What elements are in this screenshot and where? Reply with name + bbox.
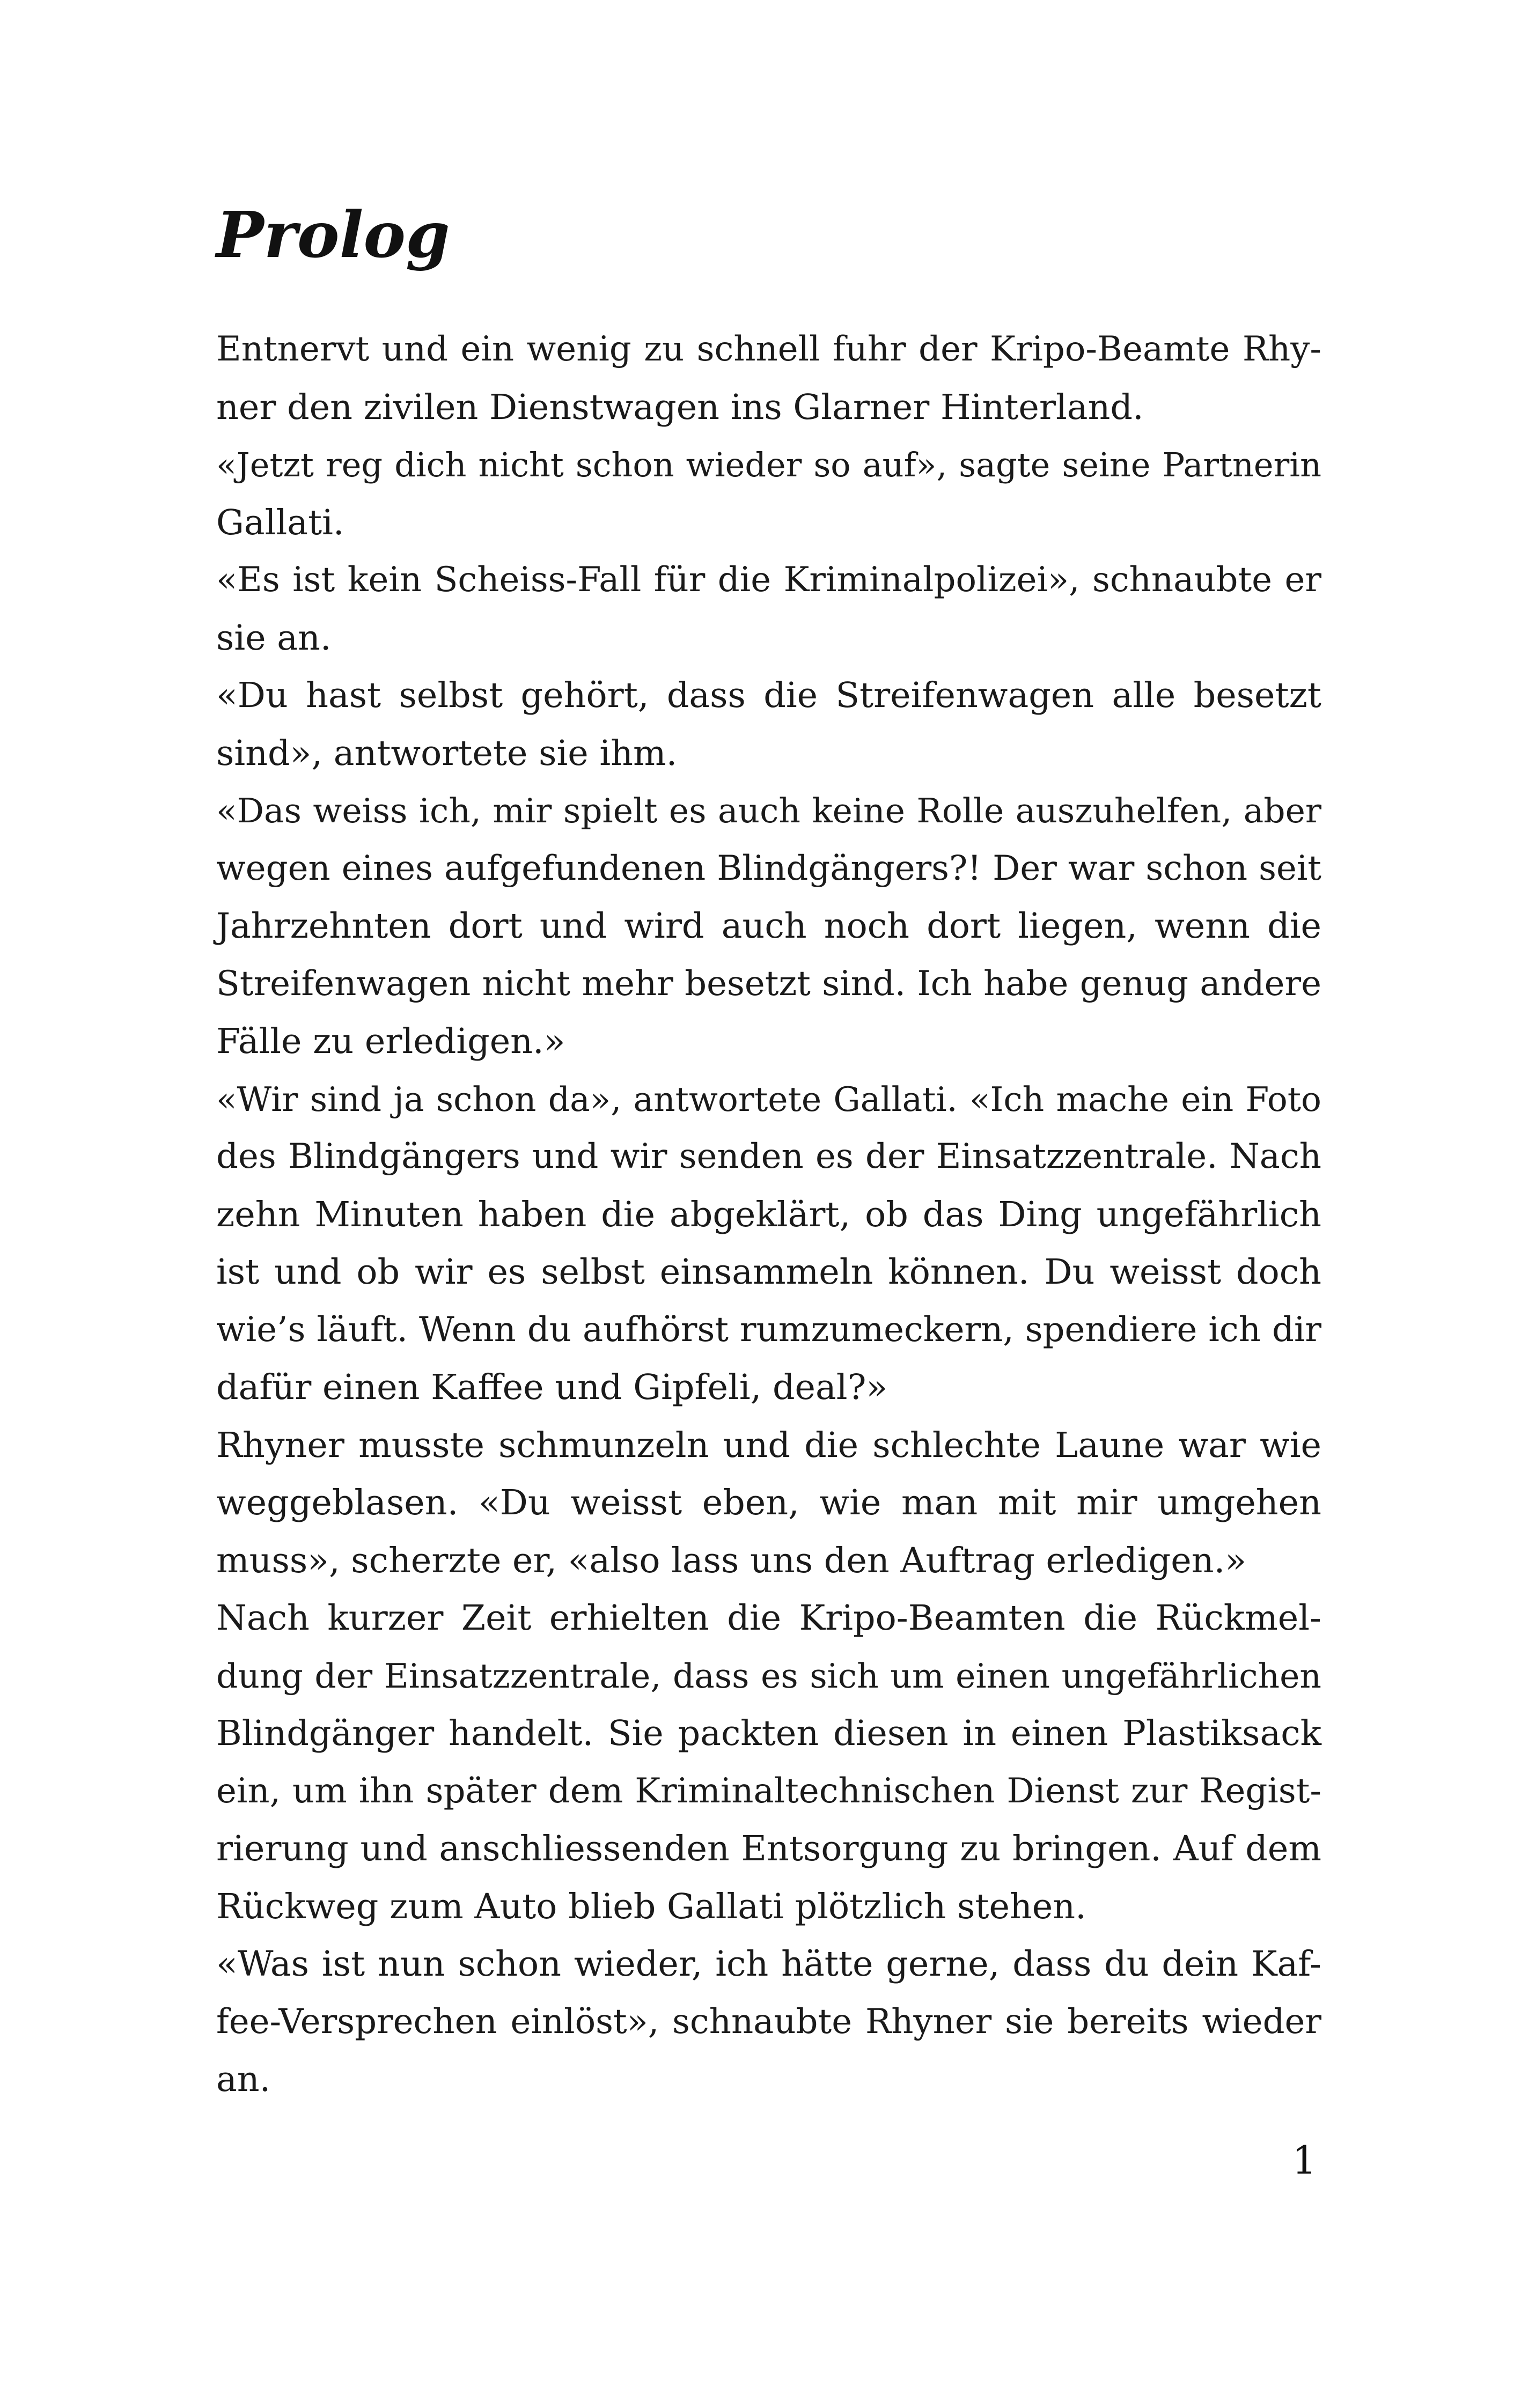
text-line: an.: [216, 2059, 271, 2100]
text-line: ner den zivilen Dienstwagen ins Glarner Hinterland.: [216, 387, 1144, 428]
text-line: ein, um ihn später dem Kriminaltechnischen Dienst zur Regist-: [216, 1771, 1321, 1811]
text-line: ist und ob wir es selbst einsammeln können. Du weisst doch: [216, 1252, 1321, 1292]
text-line: wie’s läuft. Wenn du aufhörst rumzumeckern, spendiere ich dir: [216, 1309, 1321, 1350]
body-text: [216, 321, 1321, 2109]
text-line: wegen eines aufgefundenen Blindgängers?! Der war schon seit: [216, 848, 1321, 888]
text-line: Gallati.: [216, 502, 344, 543]
text-line: sind», antwortete sie ihm.: [216, 733, 678, 774]
text-line: fee-Versprechen einlöst», schnaubte Rhyner sie bereits wieder: [216, 2001, 1321, 2042]
text-line: Fälle zu erledigen.»: [216, 1021, 565, 1062]
text-line: des Blindgängers und wir senden es der Einsatzzentrale. Nach: [216, 1137, 1321, 1176]
text-line: dung der Einsatzzentrale, dass es sich um einen ungefährlichen: [216, 1656, 1321, 1696]
text-line: rierung und anschliessenden Entsorgung zu bringen. Auf dem: [216, 1829, 1321, 1869]
text-line: «Was ist nun schon wieder, ich hätte gerne, dass du dein Kaf-: [216, 1944, 1321, 1984]
text-line: Blindgänger handelt. Sie packten diesen in einen Plastiksack: [216, 1713, 1321, 1754]
text-line: Streifenwagen nicht mehr besetzt sind. Ich habe genug andere: [216, 963, 1321, 1004]
text-line: Entnervt und ein wenig zu schnell fuhr der Kripo-Beamte Rhy-: [216, 329, 1321, 369]
text-line: «Es ist kein Scheiss-Fall für die Kriminalpolizei», schnaubte er: [216, 560, 1321, 600]
text-line: Rhyner musste schmunzeln und die schlechte Laune war wie: [216, 1425, 1321, 1466]
page-number: 1: [1292, 2138, 1317, 2183]
text-line: Rückweg zum Auto blieb Gallati plötzlich stehen.: [216, 1886, 1086, 1927]
text-line: «Du hast selbst gehört, dass die Streifenwagen alle besetzt: [216, 675, 1321, 716]
text-line: Jahrzehnten dort und wird auch noch dort liegen, wenn die: [216, 906, 1321, 946]
text-line: «Das weiss ich, mir spielt es auch keine Rolle auszuhelfen, aber: [216, 791, 1321, 830]
chapter-title: Prolog: [216, 197, 450, 272]
text-line: «Jetzt reg dich nicht schon wieder so auf», sagte seine Partnerin: [216, 445, 1321, 484]
text-line: «Wir sind ja schon da», antwortete Gallati. «Ich mache ein Foto: [216, 1079, 1321, 1119]
text-line: zehn Minuten haben die abgeklärt, ob das Ding ungefährlich: [216, 1194, 1321, 1235]
text-line: dafür einen Kaffee und Gipfeli, deal?»: [216, 1367, 888, 1408]
text-line: weggeblasen. «Du weisst eben, wie man mit mir umgehen: [216, 1483, 1321, 1523]
text-line: Nach kurzer Zeit erhielten die Kripo-Beamten die Rückmel-: [216, 1598, 1321, 1638]
text-line: muss», scherzte er, «also lass uns den Auftrag erledigen.»: [216, 1540, 1247, 1581]
text-line: sie an.: [216, 617, 332, 658]
